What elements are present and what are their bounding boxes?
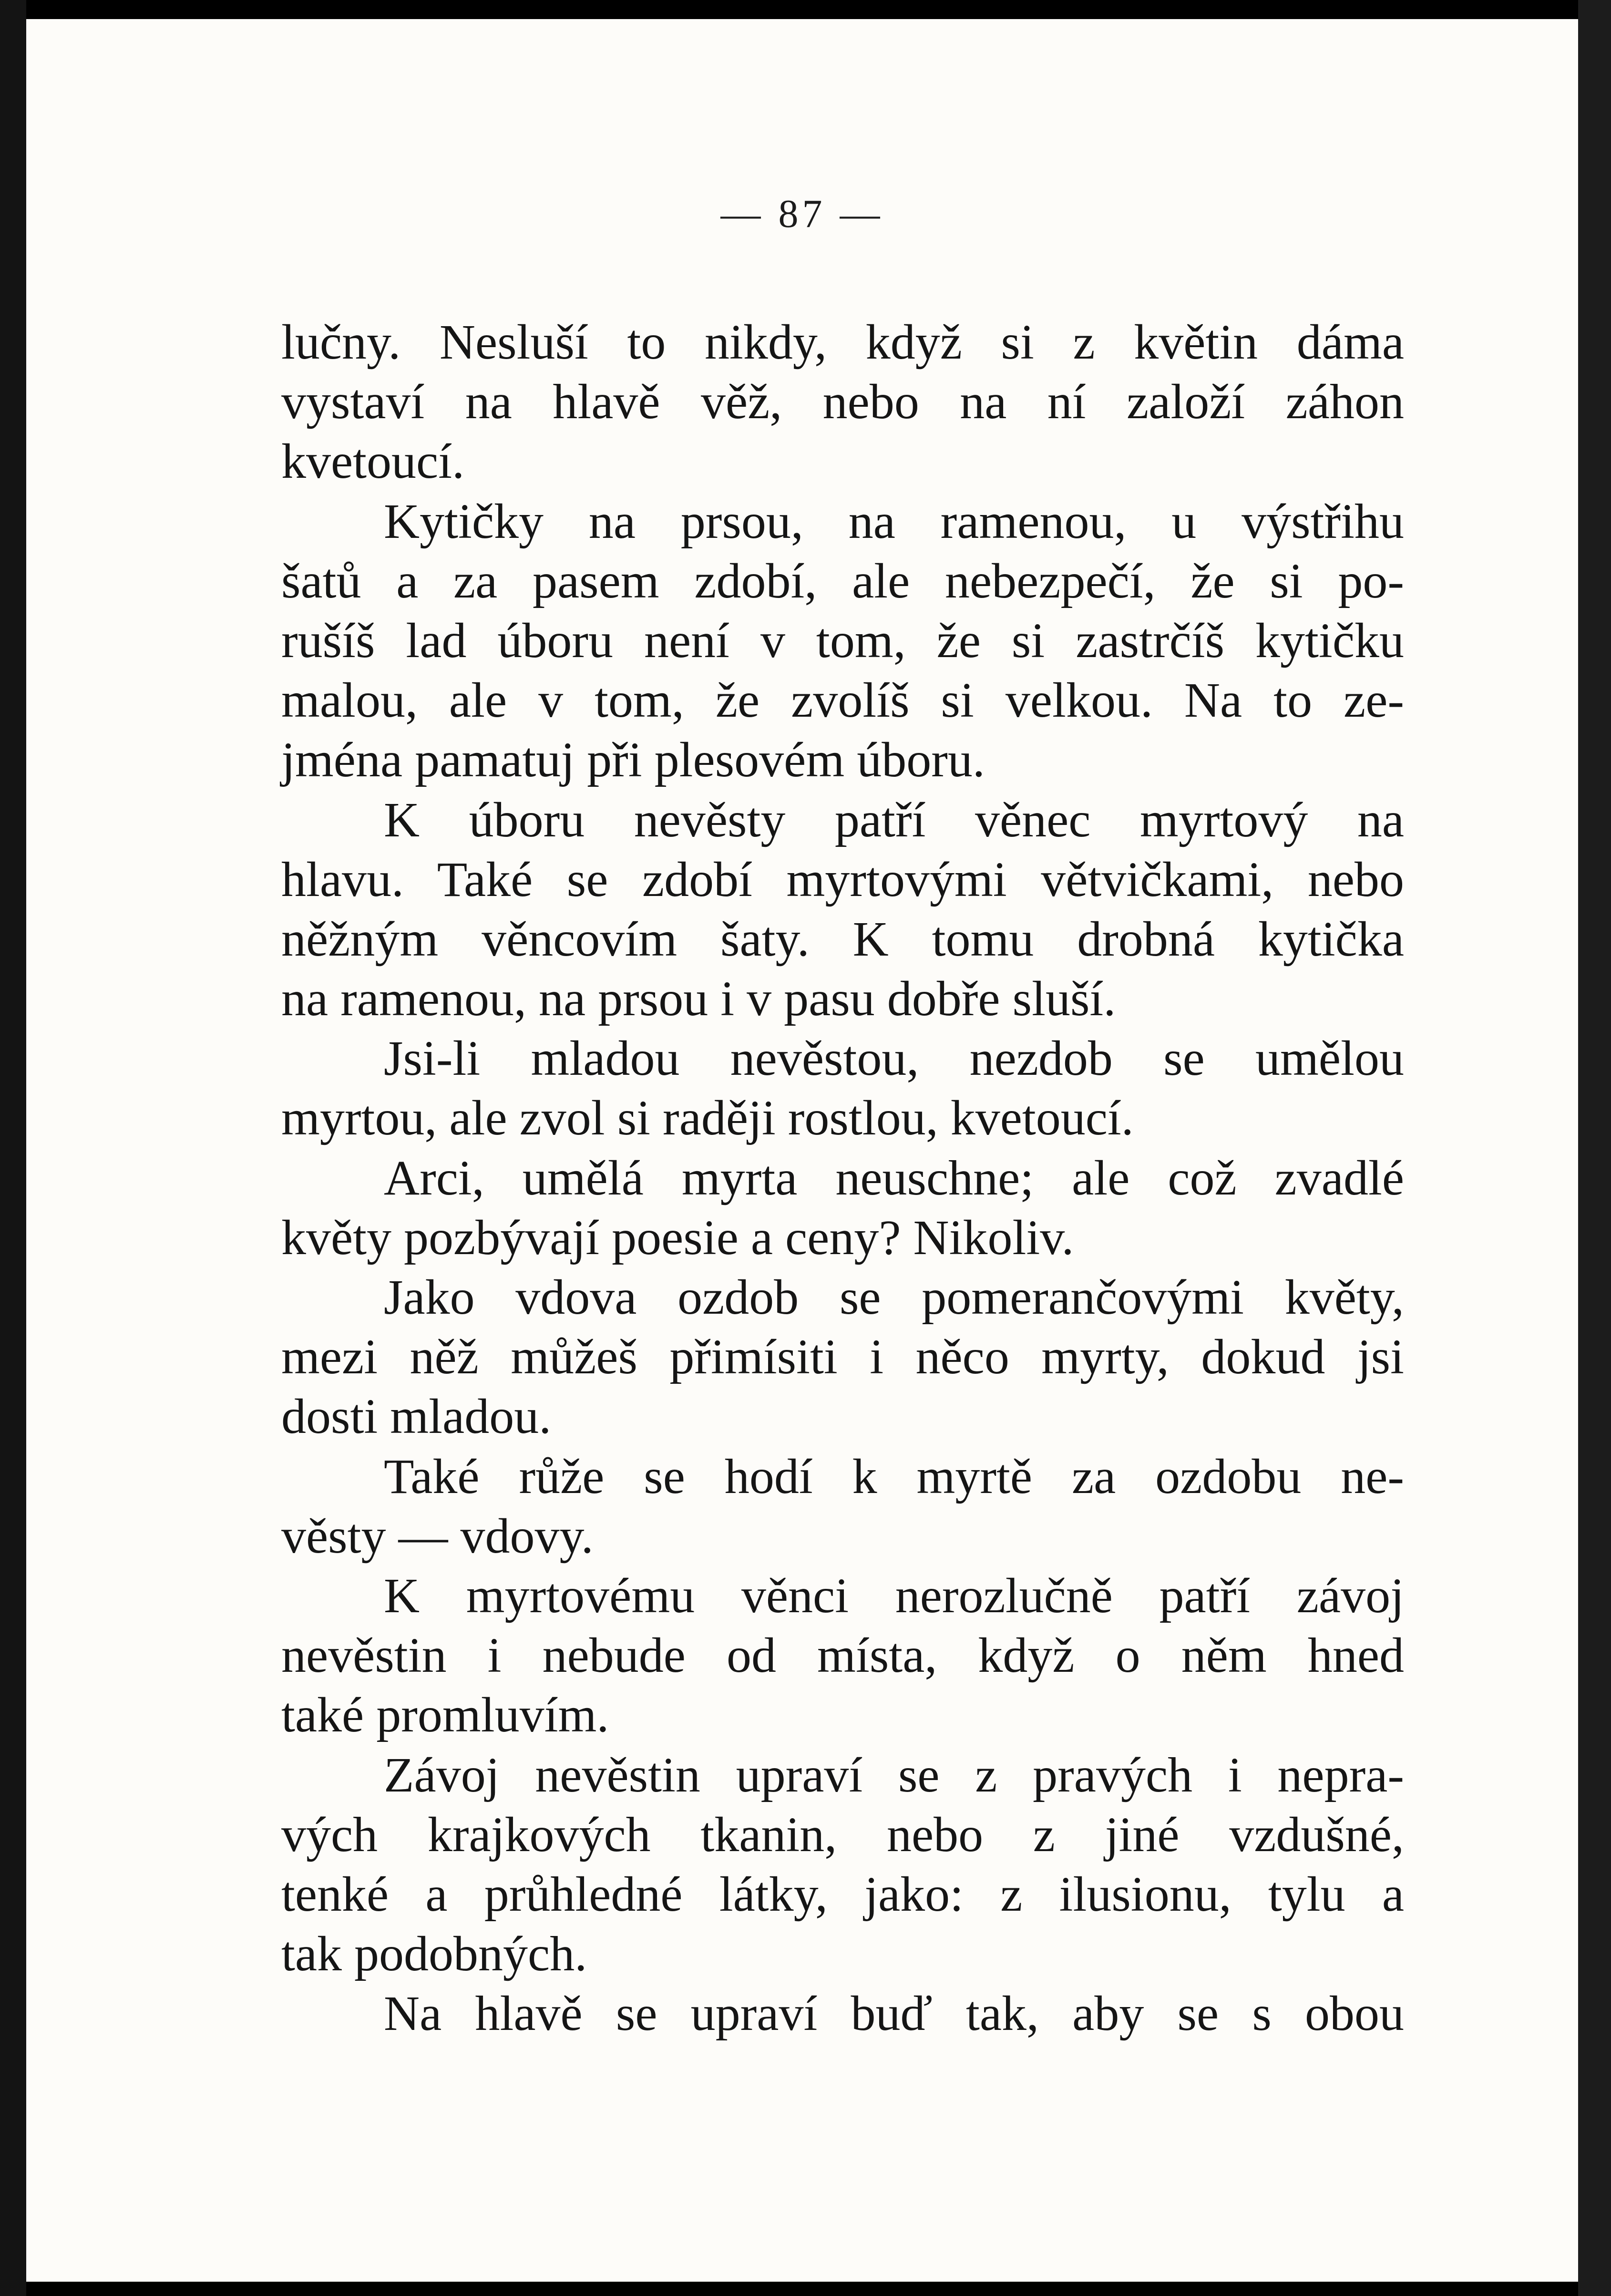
text-line: dosti mladou. bbox=[281, 1389, 552, 1444]
text-line: tenké a průhledné látky, jako: z ilusionu, tylu a bbox=[281, 1866, 1404, 1922]
text-line: mezi něž můžeš přimísiti i něco myrty, dokud jsi bbox=[281, 1329, 1404, 1385]
text-line: vystaví na hlavě věž, nebo na ní založí záhon bbox=[281, 374, 1404, 430]
text-line: jména pamatuj při plesovém úboru. bbox=[281, 732, 985, 788]
text-line: Jako vdova ozdob se pomerančovými květy, bbox=[384, 1270, 1404, 1325]
text-line: něžným věncovím šaty. K tomu drobná kytička bbox=[281, 911, 1404, 967]
body-text bbox=[281, 312, 1404, 2043]
page-right-edge bbox=[1578, 0, 1611, 2296]
text-line: na ramenou, na prsou i v pasu dobře sluší. bbox=[281, 971, 1116, 1027]
text-line: K myrtovému věnci nerozlučně patří závoj bbox=[384, 1568, 1404, 1623]
text-line: Arci, umělá myrta neuschne; ale což zvadlé bbox=[384, 1150, 1404, 1205]
text-line: Jsi-li mladou nevěstou, nezdob se umělou bbox=[384, 1031, 1404, 1086]
text-line: Kytičky na prsou, na ramenou, u výstřihu bbox=[384, 494, 1404, 549]
text-line: Závoj nevěstin upraví se z pravých i nepra- bbox=[384, 1747, 1404, 1802]
text-line: nevěstin i nebude od místa, když o něm hned bbox=[281, 1628, 1404, 1683]
page-number: — 87 — bbox=[720, 192, 884, 236]
text-line: kvetoucí. bbox=[281, 434, 465, 489]
text-line: Na hlavě se upraví buď tak, aby se s obou bbox=[384, 1986, 1404, 2041]
text-line: tak podobných. bbox=[281, 1926, 587, 1982]
text-line: lučny. Nesluší to nikdy, když si z květin dáma bbox=[281, 315, 1404, 370]
text-line: malou, ale v tom, že zvolíš si velkou. Na to ze- bbox=[281, 673, 1404, 728]
book-spine-edge bbox=[0, 0, 26, 2296]
text-line: hlavu. Také se zdobí myrtovými větvičkami, nebo bbox=[281, 852, 1404, 907]
text-line: vých krajkových tkanin, nebo z jiné vzdušné, bbox=[281, 1807, 1404, 1862]
text-line: šatů a za pasem zdobí, ale nebezpečí, že si po- bbox=[281, 553, 1404, 608]
text-line: myrtou, ale zvol si raději rostlou, kvetoucí. bbox=[281, 1091, 1134, 1146]
text-line: květy pozbývají poesie a ceny? Nikoliv. bbox=[281, 1210, 1074, 1265]
text-line: věsty — vdovy. bbox=[281, 1508, 594, 1564]
text-line: také promluvím. bbox=[281, 1688, 609, 1743]
text-line: Také růže se hodí k myrtě za ozdobu ne- bbox=[384, 1449, 1404, 1504]
text-line: K úboru nevěsty patří věnec myrtový na bbox=[384, 792, 1404, 847]
text-line: rušíš lad úboru není v tom, že si zastrčíš kytičku bbox=[281, 613, 1404, 668]
book-page bbox=[26, 19, 1578, 2282]
